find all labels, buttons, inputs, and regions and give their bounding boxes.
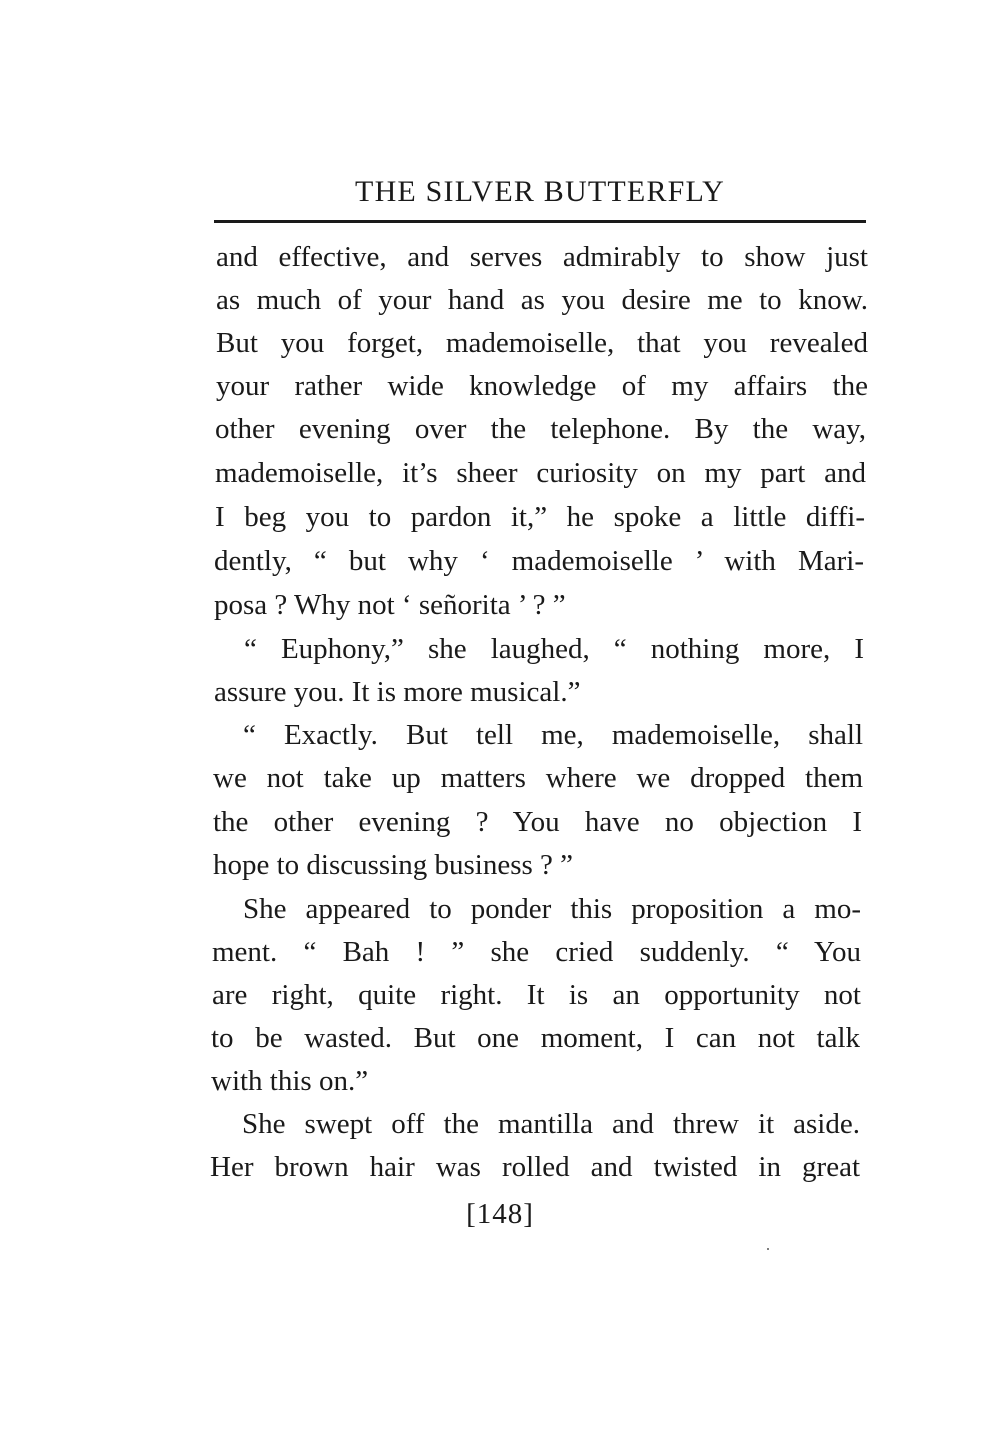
text-line: mademoiselle, it’s sheer curiosity on my part and xyxy=(215,457,866,489)
text-line: assure you. It is more musical.” xyxy=(214,676,581,708)
text-line: dently, “ but why ‘ mademoiselle ’ with Mari- xyxy=(214,545,864,577)
text-line: posa ? Why not ‘ señorita ’ ? ” xyxy=(214,589,566,621)
text-line: and effective, and serves admirably to show just xyxy=(216,241,868,273)
page-number: [148] xyxy=(466,1198,534,1230)
text-line: your rather wide knowledge of my affairs the xyxy=(216,370,868,402)
text-line: other evening over the telephone. By the way, xyxy=(215,413,866,445)
text-line: to be wasted. But one moment, I can not talk xyxy=(211,1022,860,1054)
text-line: we not take up matters where we dropped them xyxy=(213,762,863,794)
text-line: the other evening ? You have no objection I xyxy=(213,806,862,838)
text-line: “ Exactly. But tell me, mademoiselle, shall xyxy=(243,719,863,751)
text-line: as much of your hand as you desire me to know. xyxy=(216,284,868,316)
text-line: “ Euphony,” she laughed, “ nothing more, I xyxy=(244,633,864,665)
text-line: I beg you to pardon it,” he spoke a little diffi- xyxy=(215,501,865,533)
text-line: are right, quite right. It is an opportunity not xyxy=(212,979,861,1011)
text-line: She appeared to ponder this proposition a mo- xyxy=(243,893,861,925)
text-line: ment. “ Bah ! ” she cried suddenly. “ You xyxy=(212,936,861,968)
running-head: THE SILVER BUTTERFLY xyxy=(355,175,725,208)
paper-speck xyxy=(767,1248,769,1250)
text-line: Her brown hair was rolled and twisted in great xyxy=(210,1151,860,1183)
header-rule xyxy=(214,220,866,223)
text-line: hope to discussing business ? ” xyxy=(213,849,574,881)
text-line: with this on.” xyxy=(211,1065,369,1097)
text-line: She swept off the mantilla and threw it aside. xyxy=(242,1108,860,1140)
text-line: But you forget, mademoiselle, that you revealed xyxy=(216,327,868,359)
